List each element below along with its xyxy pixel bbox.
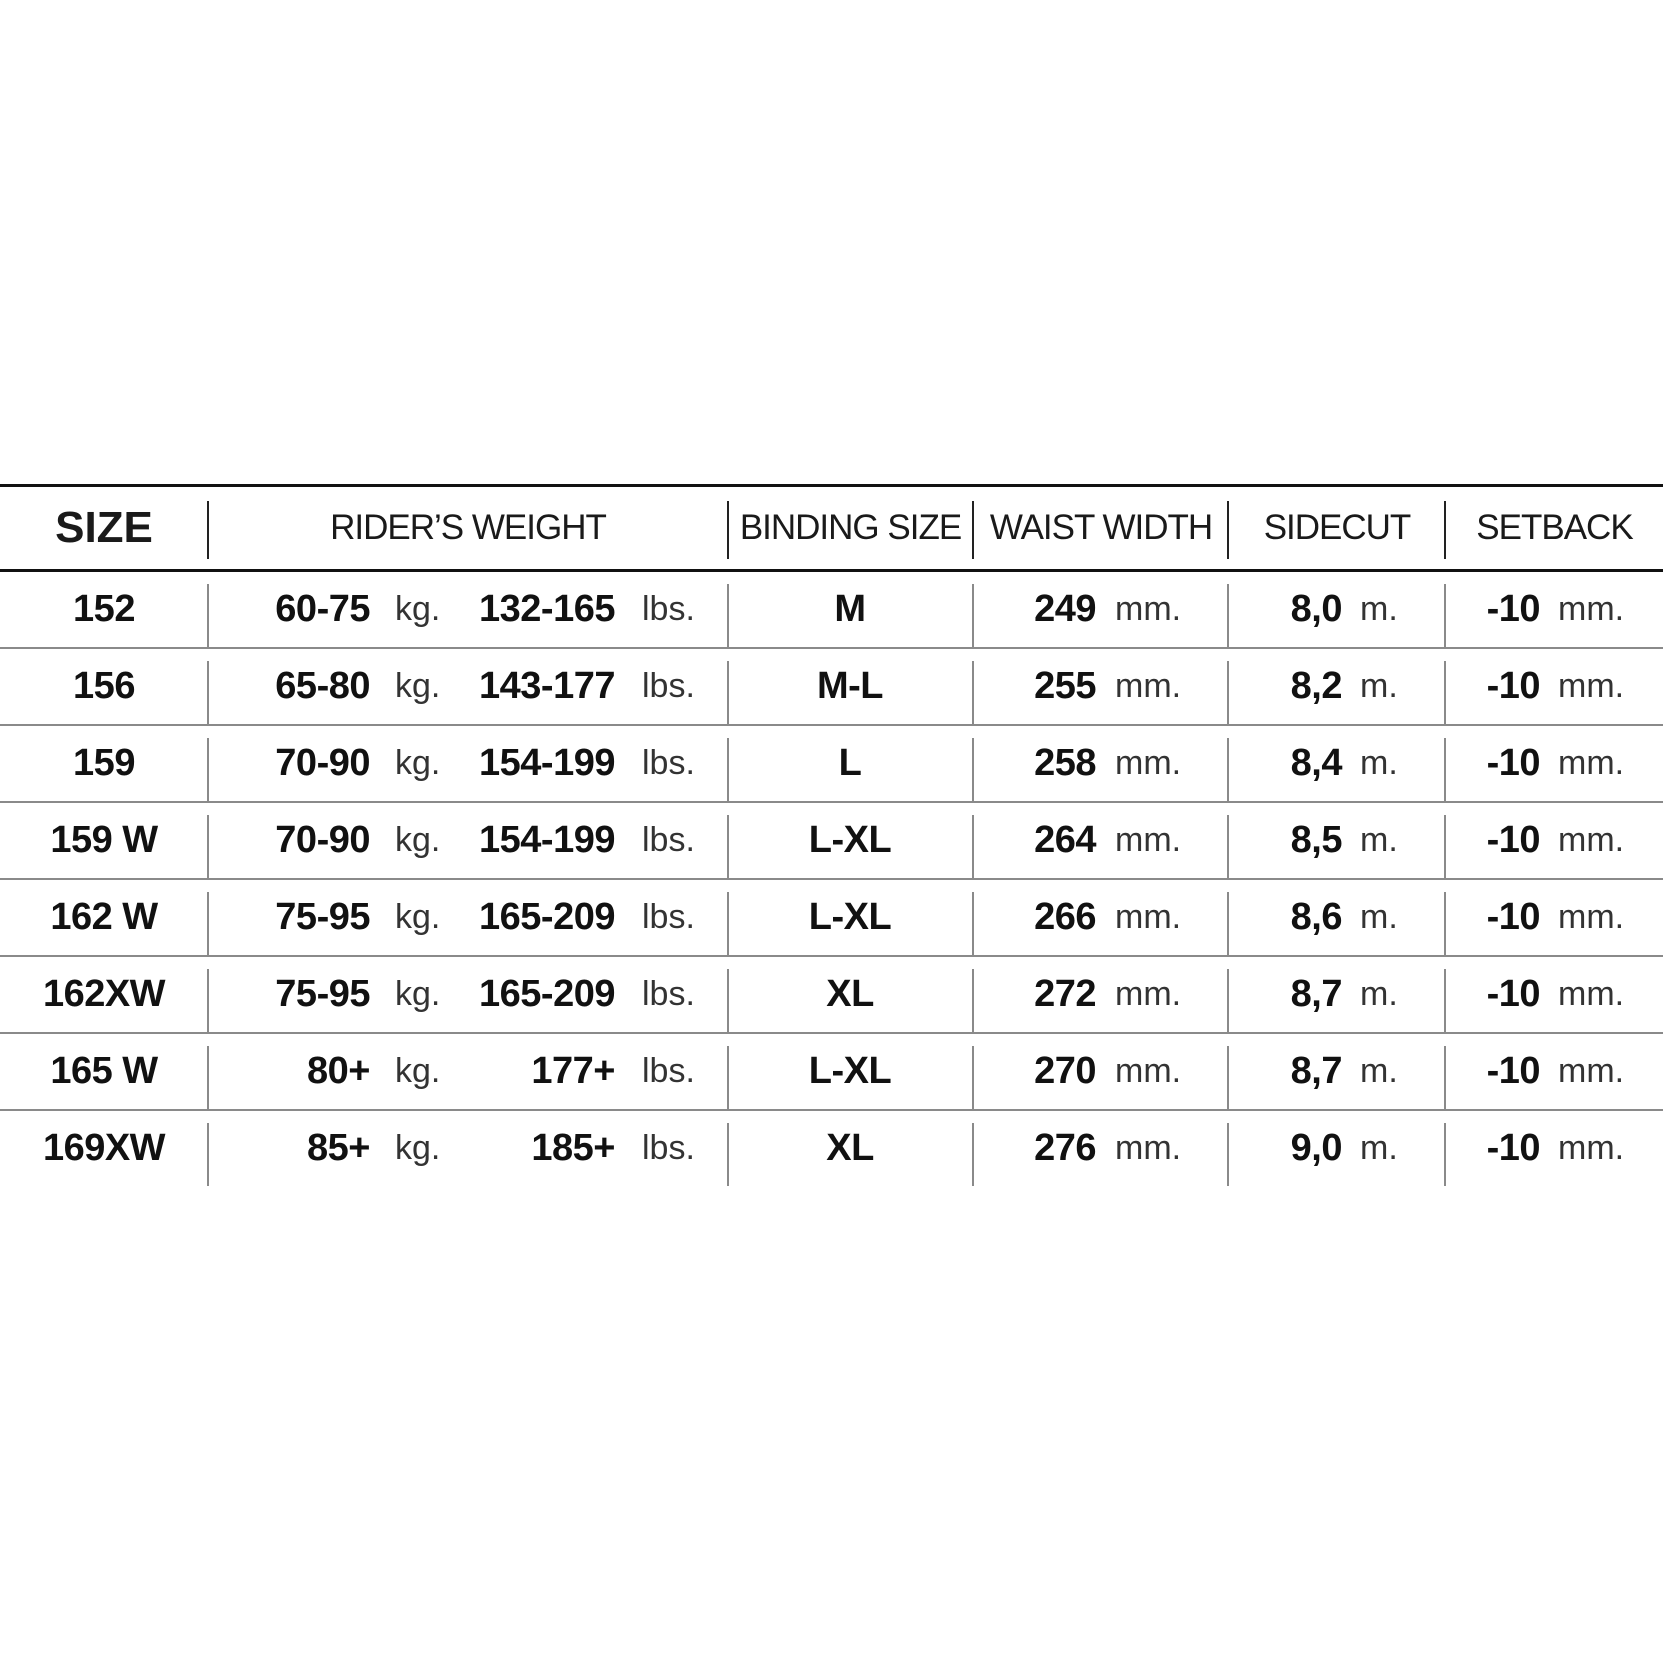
unit-lbs: lbs. <box>642 1052 695 1090</box>
unit-mm: mm. <box>1115 975 1182 1013</box>
row-size: 162 W <box>50 896 158 938</box>
unit-m: m. <box>1360 744 1398 782</box>
unit-mm: mm. <box>1558 821 1625 859</box>
unit-kg: kg. <box>395 821 441 859</box>
row-size: 159 <box>73 742 135 784</box>
header-riders-weight: RIDER’S WEIGHT <box>330 508 606 547</box>
row-size: 152 <box>73 588 135 630</box>
column-divider <box>1444 1123 1446 1186</box>
column-divider <box>1227 1123 1229 1186</box>
unit-mm: mm. <box>1115 744 1182 782</box>
row-binding-size: XL <box>826 1127 874 1169</box>
column-divider <box>1227 661 1229 724</box>
row-waist-width: 249 <box>1034 588 1096 630</box>
row-sidecut: 8,4 <box>1290 742 1342 784</box>
row-setback: -10 <box>1486 1127 1540 1169</box>
row-weight-kg: 65-80 <box>275 665 370 707</box>
table-row <box>0 803 1663 880</box>
row-setback: -10 <box>1486 973 1540 1015</box>
unit-mm: mm. <box>1558 667 1625 705</box>
unit-mm: mm. <box>1558 1129 1625 1167</box>
header-size: SIZE <box>55 503 153 552</box>
unit-lbs: lbs. <box>642 744 695 782</box>
column-divider <box>972 1123 974 1186</box>
table-row <box>0 649 1663 726</box>
table-row <box>0 880 1663 957</box>
column-divider <box>972 815 974 878</box>
row-weight-kg: 70-90 <box>275 742 370 784</box>
column-divider <box>1227 738 1229 801</box>
table-header-row <box>0 487 1663 572</box>
column-divider <box>1444 738 1446 801</box>
row-weight-kg: 80+ <box>307 1050 370 1092</box>
row-binding-size: XL <box>826 973 874 1015</box>
row-weight-kg: 75-95 <box>275 973 370 1015</box>
unit-kg: kg. <box>395 590 441 628</box>
unit-kg: kg. <box>395 667 441 705</box>
column-divider <box>727 1123 729 1186</box>
row-size: 156 <box>73 665 135 707</box>
column-divider <box>1444 892 1446 955</box>
unit-mm: mm. <box>1558 590 1625 628</box>
column-divider <box>207 1123 209 1186</box>
unit-mm: mm. <box>1115 821 1182 859</box>
column-divider <box>727 1046 729 1109</box>
row-waist-width: 272 <box>1034 973 1096 1015</box>
row-setback: -10 <box>1486 1050 1540 1092</box>
unit-lbs: lbs. <box>642 667 695 705</box>
unit-lbs: lbs. <box>642 821 695 859</box>
row-weight-lbs: 154-199 <box>479 742 615 784</box>
table-row <box>0 726 1663 803</box>
column-divider <box>972 584 974 647</box>
row-weight-kg: 85+ <box>307 1127 370 1169</box>
unit-mm: mm. <box>1558 898 1625 936</box>
row-weight-kg: 60-75 <box>275 588 370 630</box>
row-setback: -10 <box>1486 742 1540 784</box>
table-row <box>0 1034 1663 1111</box>
unit-m: m. <box>1360 898 1398 936</box>
row-waist-width: 264 <box>1034 819 1096 861</box>
size-chart-table <box>0 484 1663 1186</box>
unit-lbs: lbs. <box>642 1129 695 1167</box>
unit-kg: kg. <box>395 975 441 1013</box>
header-sidecut: SIDECUT <box>1263 508 1411 547</box>
unit-mm: mm. <box>1115 667 1182 705</box>
row-waist-width: 270 <box>1034 1050 1096 1092</box>
row-weight-lbs: 177+ <box>531 1050 615 1092</box>
column-divider <box>207 969 209 1032</box>
row-weight-lbs: 154-199 <box>479 819 615 861</box>
column-divider <box>972 738 974 801</box>
column-divider <box>1227 584 1229 647</box>
column-divider <box>207 661 209 724</box>
unit-mm: mm. <box>1558 1052 1625 1090</box>
row-binding-size: L-XL <box>808 896 892 938</box>
column-divider <box>207 738 209 801</box>
row-weight-lbs: 132-165 <box>479 588 615 630</box>
unit-mm: mm. <box>1115 590 1182 628</box>
table-row <box>0 572 1663 649</box>
column-divider <box>727 661 729 724</box>
row-weight-lbs: 165-209 <box>479 896 615 938</box>
header-waist-width: WAIST WIDTH <box>989 508 1213 547</box>
unit-kg: kg. <box>395 744 441 782</box>
column-divider <box>1227 892 1229 955</box>
unit-kg: kg. <box>395 1129 441 1167</box>
unit-m: m. <box>1360 821 1398 859</box>
unit-m: m. <box>1360 975 1398 1013</box>
column-divider <box>727 584 729 647</box>
column-divider <box>1444 661 1446 724</box>
row-size: 169XW <box>42 1127 166 1169</box>
column-divider <box>1227 1046 1229 1109</box>
column-divider <box>972 661 974 724</box>
row-sidecut: 8,5 <box>1290 819 1342 861</box>
unit-m: m. <box>1360 1129 1398 1167</box>
unit-mm: mm. <box>1115 1129 1182 1167</box>
table-row <box>0 1111 1663 1186</box>
unit-m: m. <box>1360 1052 1398 1090</box>
column-divider <box>207 1046 209 1109</box>
row-binding-size: M <box>834 588 866 630</box>
row-waist-width: 255 <box>1034 665 1096 707</box>
column-divider <box>727 969 729 1032</box>
unit-lbs: lbs. <box>642 975 695 1013</box>
row-sidecut: 8,0 <box>1290 588 1342 630</box>
unit-m: m. <box>1360 590 1398 628</box>
column-divider <box>727 892 729 955</box>
column-divider <box>1444 1046 1446 1109</box>
header-binding-size: BINDING SIZE <box>739 508 962 547</box>
row-weight-kg: 70-90 <box>275 819 370 861</box>
row-weight-lbs: 185+ <box>531 1127 615 1169</box>
row-setback: -10 <box>1486 896 1540 938</box>
unit-mm: mm. <box>1558 744 1625 782</box>
table-row <box>0 957 1663 1034</box>
row-setback: -10 <box>1486 665 1540 707</box>
row-binding-size: M-L <box>816 665 884 707</box>
row-sidecut: 8,7 <box>1290 973 1342 1015</box>
unit-kg: kg. <box>395 898 441 936</box>
row-binding-size: L <box>838 742 862 784</box>
row-weight-lbs: 143-177 <box>479 665 615 707</box>
unit-mm: mm. <box>1115 1052 1182 1090</box>
table-body <box>0 572 1663 1186</box>
column-divider <box>727 815 729 878</box>
column-divider <box>1444 584 1446 647</box>
row-setback: -10 <box>1486 588 1540 630</box>
row-sidecut: 8,6 <box>1290 896 1342 938</box>
column-divider <box>972 969 974 1032</box>
row-size: 159 W <box>50 819 158 861</box>
header-setback: SETBACK <box>1476 508 1633 547</box>
column-divider <box>207 584 209 647</box>
column-divider <box>207 815 209 878</box>
column-divider <box>207 892 209 955</box>
column-divider <box>1444 969 1446 1032</box>
row-weight-lbs: 165-209 <box>479 973 615 1015</box>
column-divider <box>727 738 729 801</box>
column-divider <box>972 1046 974 1109</box>
row-waist-width: 266 <box>1034 896 1096 938</box>
row-weight-kg: 75-95 <box>275 896 370 938</box>
row-setback: -10 <box>1486 819 1540 861</box>
row-size: 165 W <box>50 1050 158 1092</box>
unit-mm: mm. <box>1115 898 1182 936</box>
unit-lbs: lbs. <box>642 898 695 936</box>
row-sidecut: 8,2 <box>1290 665 1342 707</box>
column-divider <box>972 892 974 955</box>
column-divider <box>1444 815 1446 878</box>
row-sidecut: 8,7 <box>1290 1050 1342 1092</box>
row-binding-size: L-XL <box>808 1050 892 1092</box>
column-divider <box>1227 815 1229 878</box>
row-sidecut: 9,0 <box>1290 1127 1342 1169</box>
row-binding-size: L-XL <box>808 819 892 861</box>
unit-kg: kg. <box>395 1052 441 1090</box>
unit-m: m. <box>1360 667 1398 705</box>
row-size: 162XW <box>42 973 166 1015</box>
row-waist-width: 276 <box>1034 1127 1096 1169</box>
row-waist-width: 258 <box>1034 742 1096 784</box>
unit-lbs: lbs. <box>642 590 695 628</box>
column-divider <box>1227 969 1229 1032</box>
unit-mm: mm. <box>1558 975 1625 1013</box>
